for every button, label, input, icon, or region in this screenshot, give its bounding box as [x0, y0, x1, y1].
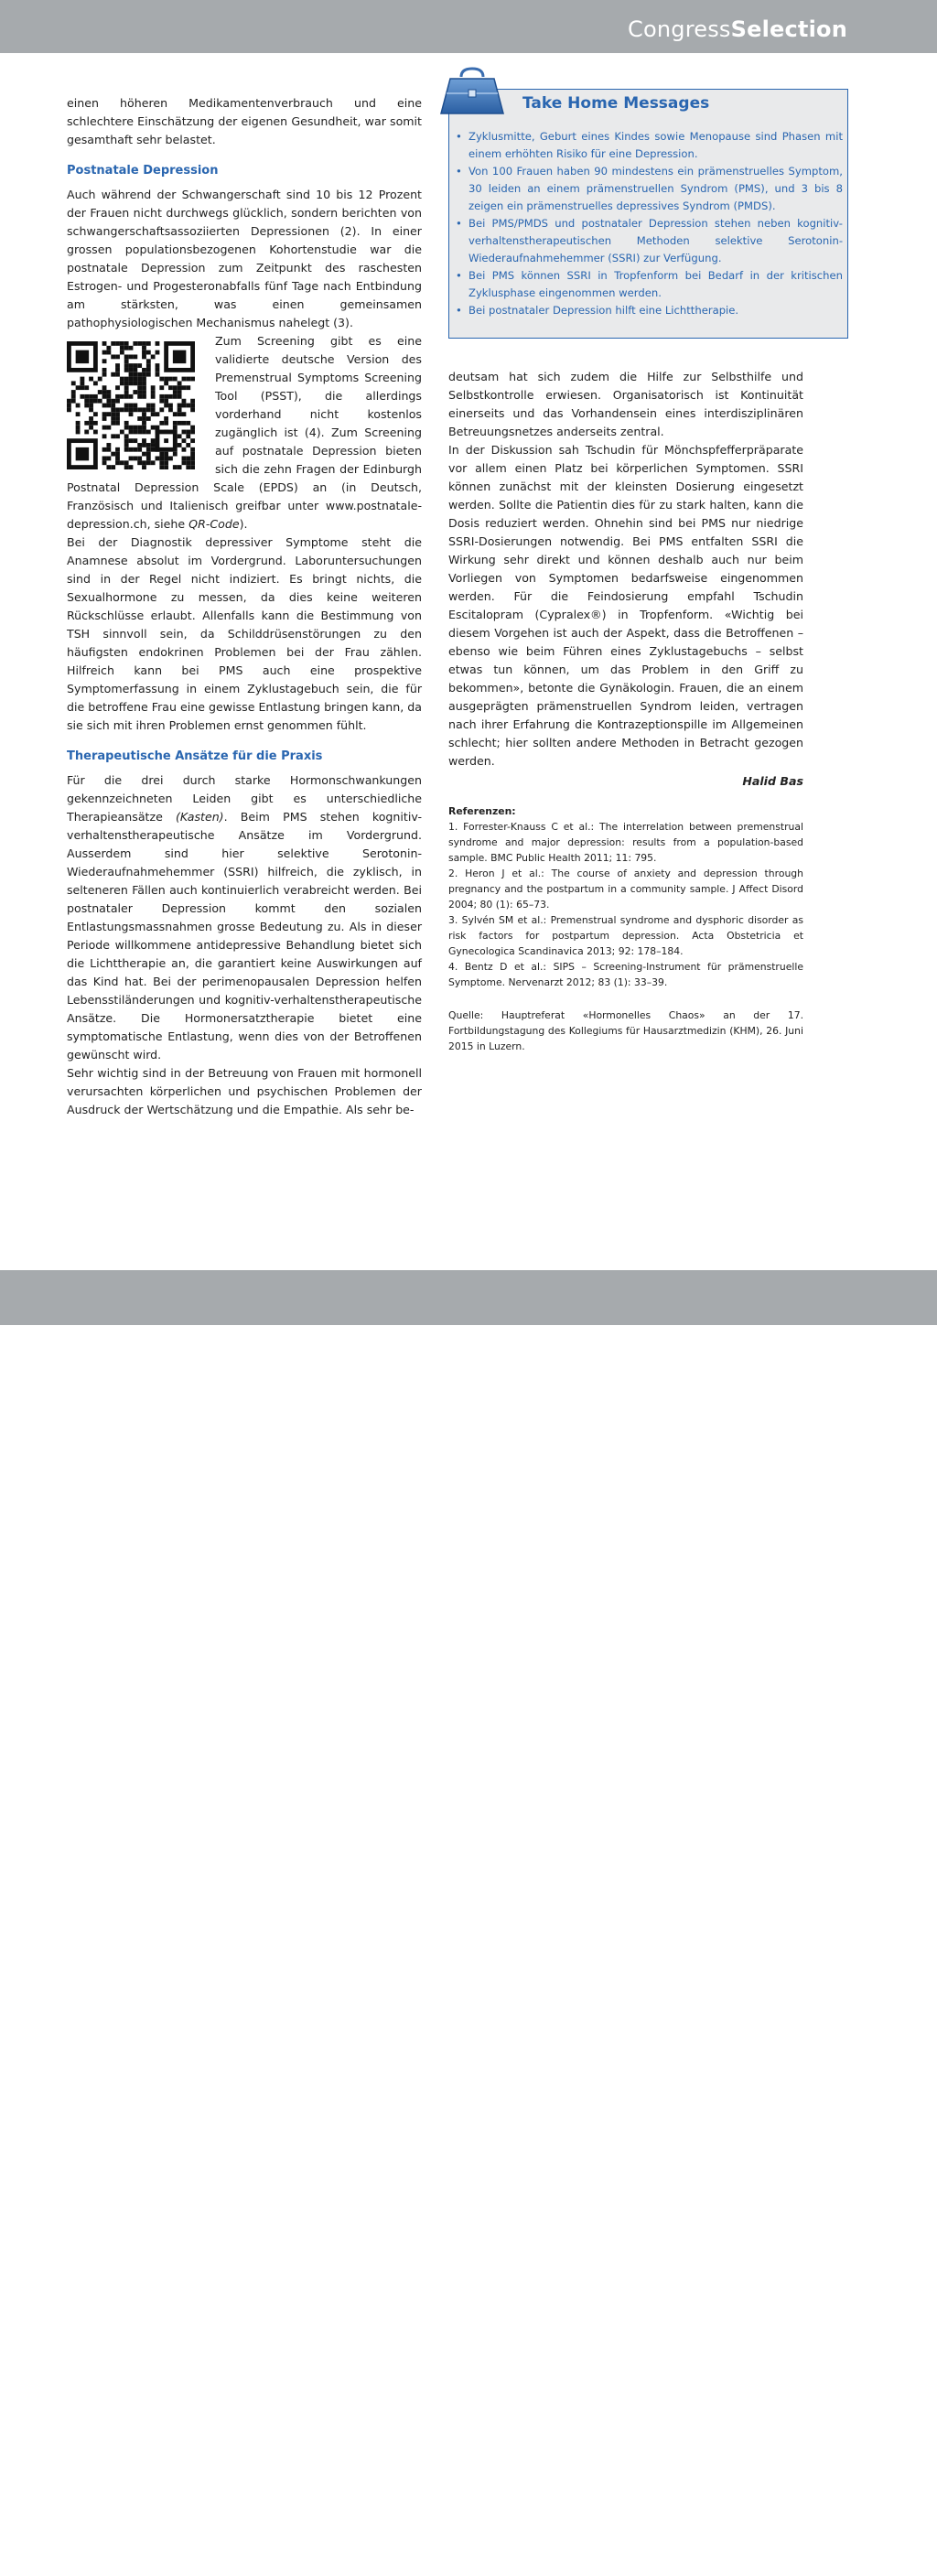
- qr-code-graphic: [67, 341, 195, 469]
- list-item: • Bei PMS/PMDS und postnataler Depression stehen neben kognitiv-verhaltenstherapeutischen Methoden selektive Serotonin-Wiederaufnahmehemmer (SSRI) zur Verfügung.: [456, 217, 843, 264]
- take-home-list: [455, 128, 843, 319]
- qr-code: [67, 341, 202, 479]
- paragraph: Sehr wichtig sind in der Betreuung von Frauen mit hormonell verursachten körperlichen und psychischen Problemen der Ausdruck der Wertschätzung und die Empathie. Als sehr be-: [67, 1066, 422, 1116]
- list-item: • Zyklusmitte, Geburt eines Kindes sowie Menopause sind Phasen mit einem erhöhten Risiko für eine Depression.: [456, 130, 843, 160]
- source-note: Quelle: Hauptreferat «Hormonelles Chaos» an der 17. Fortbildungstagung des Kollegiums für Hausarztmedizin (KHM), 26. Juni 2015 in Luzern.: [448, 1009, 803, 1052]
- references-title: Referenzen:: [448, 805, 516, 817]
- paragraph: einen höheren Medikamentenverbrauch und eine schlechtere Einschätzung der eigenen Gesundheit, war somit gesamthaft sehr belastet.: [67, 96, 422, 146]
- paragraph: Bei der Diagnostik depressiver Symptome steht die Anamnese absolut im Vordergrund. Laboruntersuchungen sind in der Regel nicht indiziert. Es bringt nichts, die Sexualhormone zu messen, da dies keine weiteren Rückschlüsse erlaubt. Allenfalls kann die Bestimmung von TSH sinnvoll sein, da Schilddrüsenstörungen zu den häufigsten endokrinen Problemen bei der Frau zählen. Hilfreich kann bei PMS auch eine prospektive Symptomerfassung in einem Zyklustagebuch sein, die für die betroffene Frau eine gewisse Entlastung bringen kann, da sie sich mit ihren Problemen ernst genommen fühlt.: [67, 535, 422, 732]
- reference-item: 3. Sylvén SM et al.: Premenstrual syndrome and dysphoric disorder as risk factors for postpartum depression. Acta Obstetricia et Gynecologica Scandinavica 2013; 92: 178–184.: [448, 914, 803, 957]
- section-heading: Therapeutische Ansätze für die Praxis: [67, 749, 323, 763]
- paragraph: deutsam hat sich zudem die Hilfe zur Selbsthilfe und Selbstkontrolle erwiesen. Organisatorisch ist Kontinuität einerseits und das Vorhandensein eines interdisziplinären Betreuungsnetzes anderseits zentral.: [448, 370, 803, 438]
- box-title: Take Home Messages: [522, 94, 710, 113]
- section-heading: Postnatale Depression: [67, 164, 219, 178]
- list-item: • Bei postnataler Depression hilft eine Lichttherapie.: [456, 304, 739, 317]
- page-number: 39: [825, 2559, 845, 2575]
- references: [448, 803, 803, 990]
- author: Halid Bas: [742, 774, 803, 788]
- paragraph: Auch während der Schwangerschaft sind 10 bis 12 Prozent der Frauen nicht durchwegs glücklich, sondern berichten von schwangerschaftsassoziierten Depressionen (2). In einer grossen populationsbezogenen Kohortenstudie war die postnatale Depression zum Zeitpunkt des raschesten Estrogen- und Progesteronabfalls fünf Tage nach Entbindung am stärksten, was einen gemeinsamen pathophysiologischen Mechanismus nahelegt (3).: [67, 188, 422, 329]
- right-column: [448, 368, 803, 791]
- paragraph: Für die drei durch starke Hormonschwankungen gekennzeichneten Leiden gibt es unterschiedliche Therapieansätze (Kasten). Beim PMS stehen kognitiv-verhaltenstherapeutische Ansätze im Vordergrund. Ausserdem sind hier selektive Serotonin-Wiederaufnahmehemmer (SSRI) hilfreich, die zyklisch, in selteneren Fällen auch kontinuierlich verabreicht werden. Bei postnataler Depression kommt den sozialen Entlastungsmassnahmen grosse Bedeutung zu. Als in dieser Periode willkommene antidepressive Behandlung bietet sich die Lichttherapie an, die garantiert keine Auswirkungen auf das Kind hat. Bei der perimenopausalen Depression helfen Lebensstiländerungen und kognitiv-verhaltenstherapeutische Ansätze. Die Hormonersatztherapie bietet eine symptomatische Entlastung, wenn dies von der Betroffenen gewünscht wird.: [67, 773, 422, 1062]
- paragraph: In der Diskussion sah Tschudin für Mönchspfefferpräparate vor allem einen Platz bei körperlichen Symptomen. SSRI können zunächst mit der kleinsten Dosierung eingesetzt werden. Sollte die Patientin dies für zu stark halten, kann die Dosis reduziert werden. Ohnehin sind bei PMS nur niedrige SSRI-Dosierungen notwendig. Bei PMS entfalten SSRI die Wirkung sehr direkt und können deshalb auch nur beim Vorliegen von Symptomen bedarfsweise eingenommen werden. Für die Feindosierung empfahl Tschudin Escitalopram (Cypralex®) in Tropfenform. «Wichtig bei diesem Vorgehen ist auch der Aspekt, dass die Betroffenen – ebenso wie beim Führen eines Zyklustagebuchs – selbst etwas tun können, um das Problem in den Griff zu bekommen», betonte die Gynäkologin. Frauen, die an einem ausgeprägten prämenstruellen Syndrom leiden, vertragen nach ihrer Erfahrung die Kontrazeptionspille im Allgemeinen schlecht; hier sollten andere Methoden in Betracht gezogen werden.: [448, 443, 803, 768]
- footer-journal: Hausarztmedizin • September 2015: [468, 2559, 754, 2575]
- paragraph: Zum Screening gibt es eine validierte deutsche Version des Premenstrual Symptoms Screening Tool (PSST), die allerdings vorderhand nicht kostenlos zugänglich ist (4). Zum Screening auf postnatale Depression bieten sich die zehn Fragen der Edinburgh Postnatal Depression Scale (EPDS) an (in Deutsch, Französisch und Italienisch greifbar unter www.postnatale-depression.ch, siehe QR-Code).: [67, 334, 422, 531]
- header-bar: [0, 0, 937, 53]
- brand-logo: CongressSelection: [628, 16, 847, 42]
- reference-item: 4. Bentz D et al.: SIPS – Screening-Instrument für prämenstruelle Symptome. Nervenarzt 2012; 83 (1): 33–39.: [448, 961, 803, 988]
- list-item: • Bei PMS können SSRI in Tropfenform bei Bedarf in der kritischen Zyklusphase eingenommen werden.: [456, 269, 843, 299]
- reference-item: 1. Forrester-Knauss C et al.: The interrelation between premenstrual syndrome and major depression: results from a population-based sample. BMC Public Health 2011; 11: 795.: [448, 821, 803, 864]
- briefcase-icon: [437, 66, 507, 117]
- left-column: [67, 94, 422, 1119]
- list-item: • Von 100 Frauen haben 90 mindestens ein prämenstruelles Symptom, 30 leiden an einem prämenstruellen Syndrom (PMS), und 3 bis 8 zeigen ein prämenstruelles depressives Syndrom (PMDS).: [456, 165, 843, 212]
- reference-item: 2. Heron J et al.: The course of anxiety and depression through pregnancy and the postpartum in a community sample. J Affect Disord 2004; 80 (1): 65–73.: [448, 868, 803, 911]
- take-home-box: [448, 89, 848, 339]
- footer-bar: [0, 1270, 937, 2575]
